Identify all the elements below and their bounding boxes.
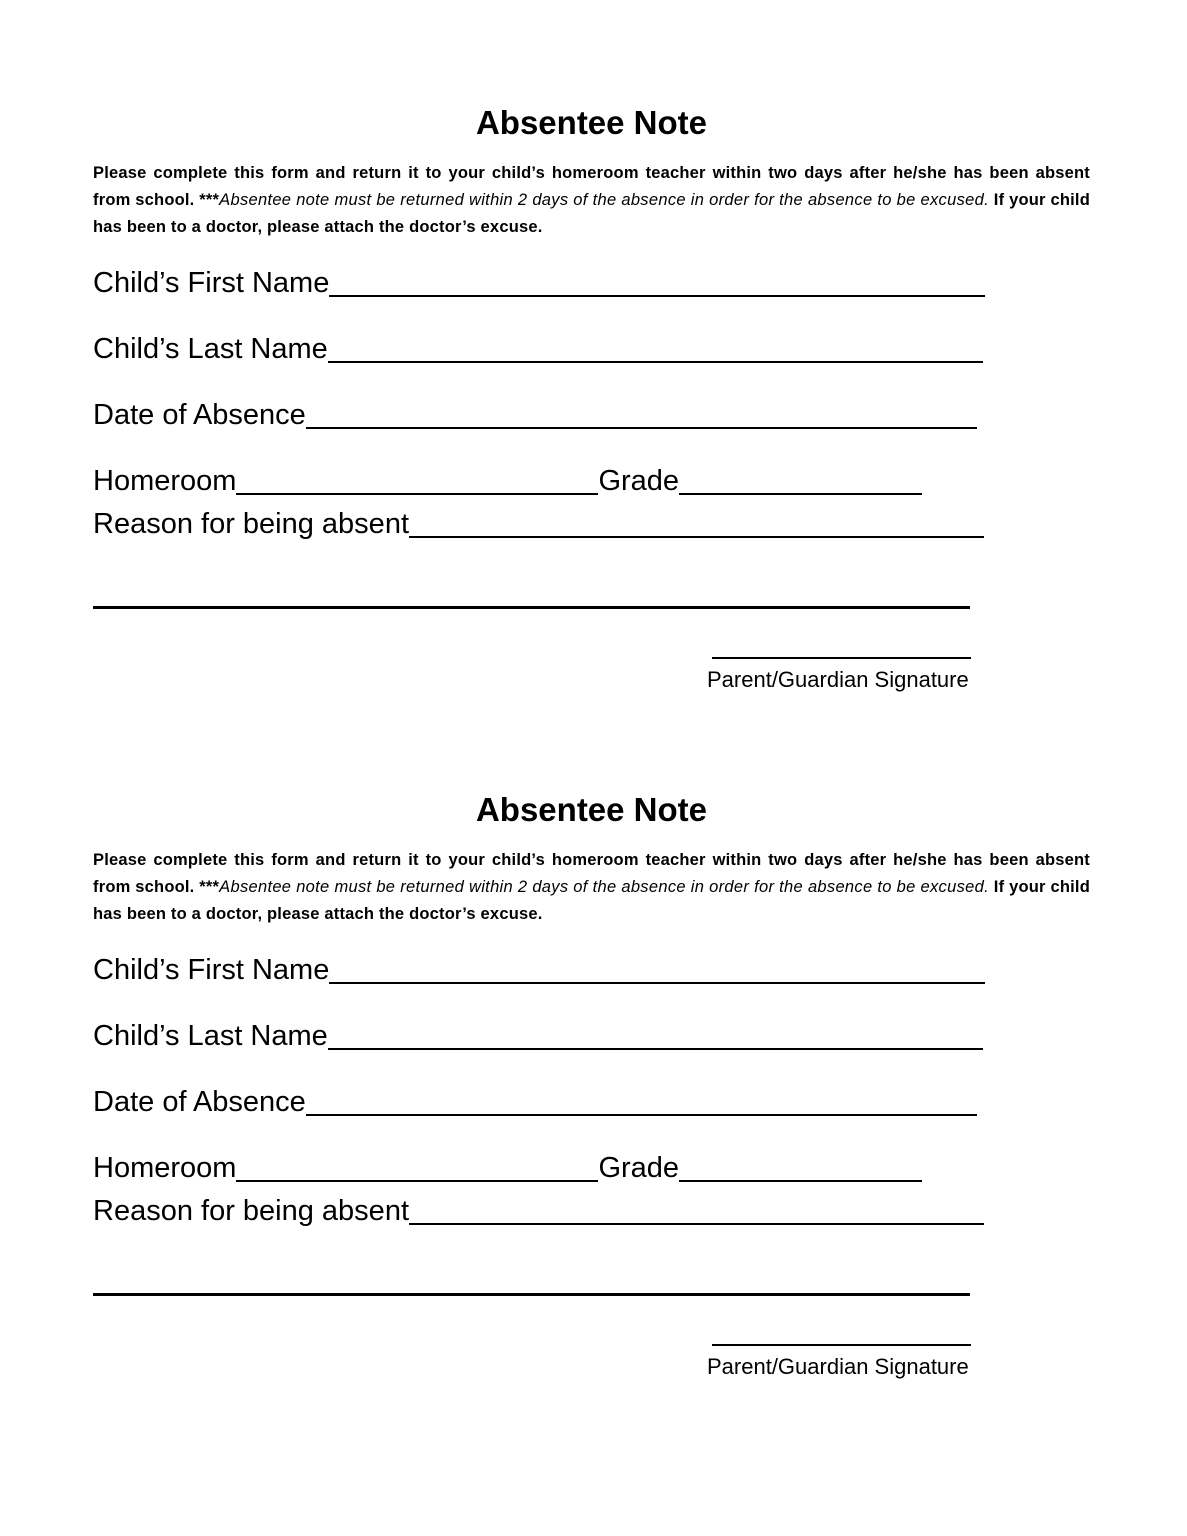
first-name-blank[interactable] [329, 982, 985, 984]
first-name-label: Child’s First Name [93, 954, 330, 986]
reason-label: Reason for being absent [93, 508, 409, 540]
last-name-label: Child’s Last Name [93, 1020, 328, 1052]
last-name-blank[interactable] [328, 361, 983, 363]
homeroom-grade-row [93, 464, 938, 498]
absentee-note-form-2 [93, 791, 1090, 1379]
first-name-field[interactable] [93, 953, 985, 987]
signature-label: Parent/Guardian Signature [707, 667, 969, 692]
reason-continuation-line[interactable] [93, 606, 970, 609]
date-of-absence-blank[interactable] [306, 427, 977, 429]
instructions-bold-outro: If your child has been to a doctor, please attach the doctor’s excuse. [93, 191, 1090, 236]
reason-label: Reason for being absent [93, 1195, 409, 1227]
reason-field[interactable] [93, 1194, 984, 1228]
grade-blank[interactable] [679, 1180, 922, 1182]
last-name-label: Child’s Last Name [93, 333, 328, 365]
form-title: Absentee Note [475, 104, 708, 141]
first-name-label: Child’s First Name [93, 267, 330, 299]
date-of-absence-field[interactable] [93, 1085, 977, 1119]
reason-blank[interactable] [409, 1223, 984, 1225]
homeroom-blank[interactable] [236, 1180, 598, 1182]
form-instructions [93, 160, 1090, 241]
date-of-absence-label: Date of Absence [93, 1086, 306, 1118]
homeroom-label: Homeroom [93, 465, 237, 497]
grade-label: Grade [598, 1152, 680, 1184]
instructions-bold-intro: Please complete this form and return it to your child’s homeroom teacher within two days after he/she has been absent from school. *** [93, 164, 1090, 209]
grade-blank[interactable] [679, 493, 922, 495]
last-name-field[interactable] [93, 332, 983, 366]
instructions-italic-note: Absentee note must be returned within 2 days of the absence in order for the absence to be excused. [219, 191, 989, 209]
grade-label: Grade [598, 465, 680, 497]
reason-blank[interactable] [409, 536, 984, 538]
date-of-absence-field[interactable] [93, 398, 977, 432]
reason-field[interactable] [93, 507, 984, 541]
signature-line[interactable] [712, 1344, 971, 1346]
last-name-blank[interactable] [328, 1048, 983, 1050]
instructions-bold-outro: If your child has been to a doctor, please attach the doctor’s excuse. [93, 878, 1090, 923]
last-name-field[interactable] [93, 1019, 983, 1053]
absentee-note-form-1 [93, 104, 1090, 692]
homeroom-grade-row [93, 1151, 938, 1185]
reason-continuation-line[interactable] [93, 1293, 970, 1296]
homeroom-label: Homeroom [93, 1152, 237, 1184]
first-name-blank[interactable] [329, 295, 985, 297]
signature-label: Parent/Guardian Signature [707, 1354, 969, 1379]
form-instructions [93, 847, 1090, 928]
date-of-absence-blank[interactable] [306, 1114, 977, 1116]
instructions-bold-intro: Please complete this form and return it to your child’s homeroom teacher within two days after he/she has been absent from school. *** [93, 851, 1090, 896]
instructions-italic-note: Absentee note must be returned within 2 days of the absence in order for the absence to be excused. [219, 878, 989, 896]
date-of-absence-label: Date of Absence [93, 399, 306, 431]
signature-line[interactable] [712, 657, 971, 659]
form-title: Absentee Note [475, 791, 708, 828]
first-name-field[interactable] [93, 266, 985, 300]
homeroom-blank[interactable] [236, 493, 598, 495]
